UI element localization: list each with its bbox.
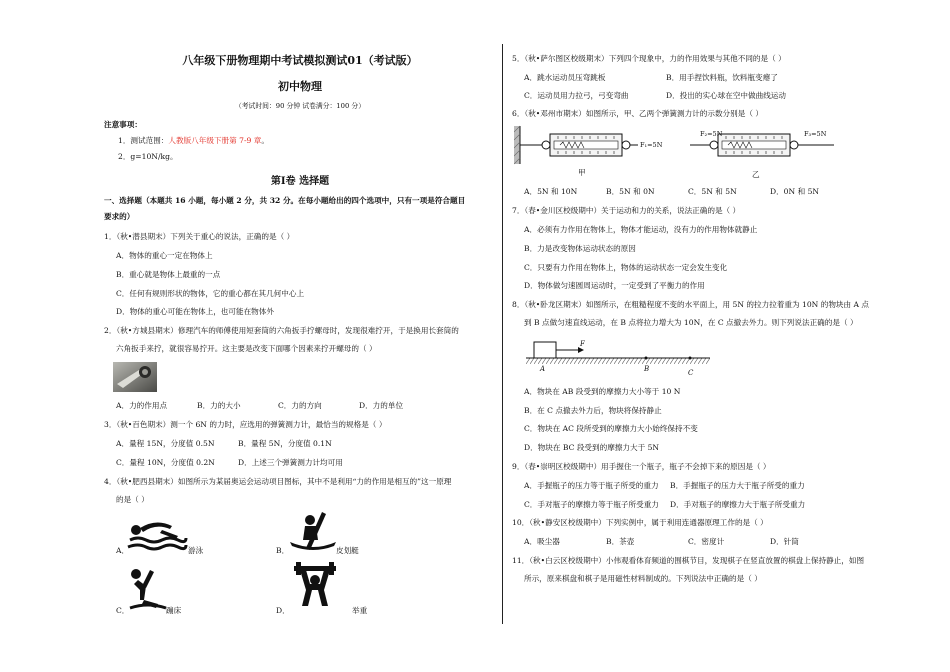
q10-option-b: B．茶壶 <box>606 537 635 546</box>
q6-option-c: C．5N 和 5N <box>688 187 737 196</box>
q8-option-b: B．在 C 点撤去外力后，物块将保持静止 <box>524 406 662 415</box>
q5-option-c: C．运动员用力拉弓，弓变弯曲 <box>524 91 629 100</box>
q3-option-c: C．量程 10N，分度值 0.2N <box>116 458 215 467</box>
q6-force-jia: F₁=5N <box>640 141 663 149</box>
q4-line2: 的是（ ） <box>116 495 149 504</box>
q8-option-d: D．物块在 BC 段受到的摩擦力大于 5N <box>524 443 660 452</box>
fig-label-f: F <box>580 340 585 348</box>
trampoline-pictogram <box>128 566 168 614</box>
q9-option-a: A．手握瓶子的压力等于瓶子所受的重力 <box>524 481 659 490</box>
q4-option-c-label: 蹦床 <box>166 606 182 615</box>
q7-option-c: C．只要有力作用在物体上，物体的运动状态一定会发生变化 <box>524 263 728 272</box>
fig-label-c: C <box>688 369 694 377</box>
exam-meta: （考试时间：90 分钟 试卷满分：100 分） <box>234 102 366 110</box>
q1-option-c: C．任何有规则形状的物体，它的重心都在其几何中心上 <box>116 289 305 298</box>
q6-option-a: A．5N 和 10N <box>524 187 578 196</box>
q5-option-d: D．投出的实心球在空中做曲线运动 <box>666 91 786 100</box>
q3-option-b: B．量程 5N，分度值 0.1N <box>238 439 332 448</box>
q8-line2: 到 B 点做匀速直线运动，在 B 点将拉力增大为 10N，在 C 点撤去外力。则下列说法正确的是（ ） <box>524 318 858 327</box>
notice-item-2: 2．g=10N/kg。 <box>118 152 178 161</box>
q6-force-yi-left: F₂=5N <box>700 130 723 138</box>
spring-scale-jia <box>514 124 663 166</box>
q9-option-d: D．手对瓶子的摩擦力大于瓶子所受重力 <box>670 500 806 509</box>
q4-option-b-label: 皮划艇 <box>336 546 359 555</box>
q1-option-b: B．重心就是物体上最重的一点 <box>116 270 221 279</box>
q5-stem: 5．（秋•萨尔图区校级期末）下列四个现象中，力的作用效果与其他不同的是（ ） <box>512 54 786 63</box>
q4-option-d-label: 举重 <box>352 606 368 615</box>
q4-option-d-letter: D． <box>276 606 290 615</box>
q1-option-d: D．物体的重心可能在物体上，也可能在物体外 <box>116 307 274 316</box>
q2-option-c: C．力的方向 <box>278 401 322 410</box>
q7-option-d: D．物体做匀速圆周运动时，一定受到了平衡力的作用 <box>524 281 705 290</box>
q6-label-yi: 乙 <box>752 170 760 179</box>
section-intro-line1: 一、选择题（本题共 16 小题，每小题 2 分，共 32 分。在每小题给出的四个选项中，只有一项是符合题目 <box>104 196 466 205</box>
q9-stem: 9．（春•崇明区校级期中）用手握住一个瓶子，瓶子不会掉下来的原因是（ ） <box>512 462 771 471</box>
q9-option-b: B．手握瓶子的压力大于瓶子所受的重力 <box>670 481 805 490</box>
q4-option-a-label: 游泳 <box>188 546 204 555</box>
q4-option-c-letter: C． <box>116 606 130 615</box>
q3-option-a: A．量程 15N，分度值 0.5N <box>116 439 215 448</box>
fig-label-a: A <box>540 365 546 373</box>
test-range: 人教版八年级下册第 7-9 章 <box>168 136 262 145</box>
q7-stem: 7．（春•金川区校级期中）关于运动和力的关系，说法正确的是（ ） <box>512 206 741 215</box>
notice-heading: 注意事项： <box>104 120 142 129</box>
q2-option-a: A．力的作用点 <box>116 401 168 410</box>
q2-option-b: B．力的大小 <box>197 401 241 410</box>
canoe-pictogram <box>288 508 338 556</box>
q2-option-d: D．力的单位 <box>359 401 404 410</box>
q3-option-d: D．上述三个弹簧测力计均可用 <box>238 458 343 467</box>
page-subtitle: 初中物理 <box>278 80 322 93</box>
q4-line1: 4．（秋•肥西县期末）如图所示为某届奥运会运动项目图标，其中不是利用“力的作用是相互的”这一原理 <box>104 477 452 486</box>
q5-option-a: A．跳水运动员压弯跳板 <box>524 73 606 82</box>
notice-item-1: 1．测试范围：人教版八年级下册第 7-9 章。 <box>118 136 269 145</box>
q1-option-a: A．物体的重心一定在物体上 <box>116 251 213 260</box>
q6-force-yi-right: F₃=5N <box>804 130 827 138</box>
q9-option-c: C．手对瓶子的摩擦力等于瓶子所受重力 <box>524 500 659 509</box>
q8-line1: 8．（秋•卧龙区期末）如图所示，在粗糙程度不变的水平面上，用 5N 的拉力拉着重为 10N 的物块由 A 点 <box>512 300 870 309</box>
swimming-pictogram <box>126 516 188 556</box>
page-title: 八年级下册物理期中考试模拟测试01（考试版） <box>182 54 418 67</box>
q4-option-a-letter: A． <box>116 546 130 555</box>
q6-option-d: D．0N 和 5N <box>770 187 820 196</box>
q8-option-c: C．物块在 AC 段所受到的摩擦力大小始终保持不变 <box>524 424 698 433</box>
q2-line1: 2．（秋•方城县期末）修理汽车的师傅使用短套筒的六角扳手拧螺母时，发现很难拧开，于是换用长套筒的 <box>104 326 459 335</box>
section-intro-line2: 要求的） <box>104 212 135 221</box>
q3-stem: 3．（秋•百色期末）测一个 6N 的力时，应选用的弹簧测力计，最恰当的规格是（ ） <box>104 420 387 429</box>
q10-stem: 10．（秋•静安区校级期中）下列实例中，属于利用连通器原理工作的是（ ） <box>512 518 768 527</box>
fig-label-b: B <box>644 365 650 373</box>
q7-option-b: B．力是改变物体运动状态的原因 <box>524 244 636 253</box>
q11-line2: 所示，原来棋盘和棋子是用磁性材料制成的。下列说法中正确的是（ ） <box>524 574 762 583</box>
q10-option-c: C．密度计 <box>688 537 725 546</box>
q11-line1: 11．（秋•白云区校级期中）小伟观看体育频道的围棋节目，发现棋子在竖直放置的棋盘上保持静止，如图 <box>512 556 865 565</box>
q6-label-jia: 甲 <box>578 168 586 177</box>
q7-option-a: A．必须有力作用在物体上，物体才能运动，没有力的作用物体就静止 <box>524 225 758 234</box>
q6-stem: 6．（秋•邓州市期末）如图所示，甲、乙两个弹簧测力计的示数分别是（ ） <box>512 109 763 118</box>
q1-stem: 1．（秋•潜县期末）下列关于重心的说法，正确的是（ ） <box>104 232 295 241</box>
q10-option-d: D．针筒 <box>770 537 799 546</box>
section-title: 第Ⅰ卷 选择题 <box>270 176 330 187</box>
q6-option-b: B．5N 和 0N <box>606 187 655 196</box>
friction-diagram <box>526 340 712 370</box>
q2-line2: 六角扳手来拧，就很容易拧开。这主要是改变下面哪个因素来拧开螺母的（ ） <box>116 344 377 353</box>
q8-option-a: A．物块在 AB 段受到的摩擦力大小等于 10 N <box>524 387 681 396</box>
weightlifting-pictogram <box>292 560 338 610</box>
q4-option-b-letter: B． <box>276 546 290 555</box>
q5-option-b: B．用手捏饮料瓶，饮料瓶变瘪了 <box>666 73 778 82</box>
column-divider <box>502 44 503 624</box>
wrench-photo <box>113 362 157 392</box>
q10-option-a: A．吸尘器 <box>524 537 560 546</box>
